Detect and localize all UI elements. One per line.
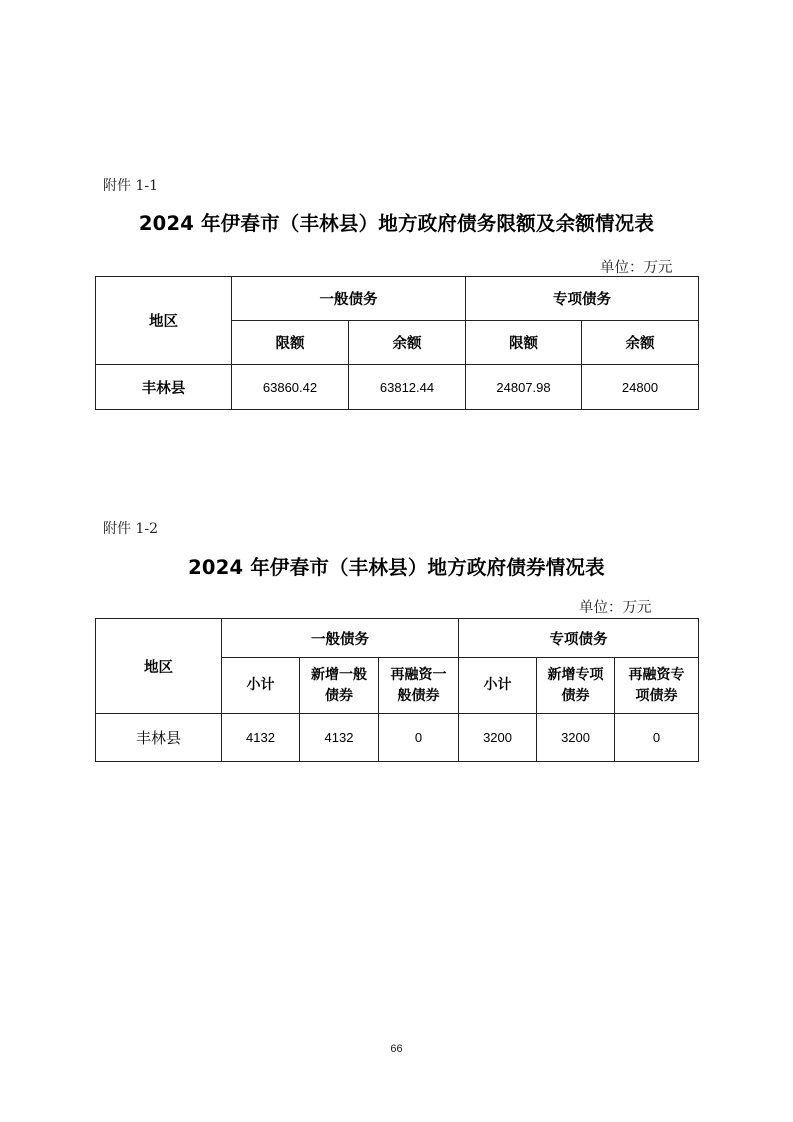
cell-general-limit: 63860.42 [232, 365, 349, 410]
header-refi-general-line1: 再融资一 [390, 666, 447, 683]
header-new-general-bond [300, 658, 379, 714]
header-refi-general-bond [379, 658, 459, 714]
header-general-balance: 余额 [349, 321, 466, 365]
cell-region: 丰林县 [96, 365, 232, 410]
cell-special-subtotal: 3200 [459, 714, 537, 762]
cell-refi-special: 0 [615, 714, 699, 762]
page-number: 66 [390, 1043, 403, 1055]
cell-general-subtotal: 4132 [222, 714, 300, 762]
header-refi-special-bond [615, 658, 699, 714]
header-refi-special-line1: 再融资专 [628, 666, 685, 683]
header-general-debt: 一般债务 [232, 277, 466, 321]
header-refi-special-line2: 项债券 [635, 687, 678, 704]
header-region: 地区 [96, 619, 222, 714]
attachment-label-1: 附件 1-1 [103, 178, 158, 194]
header-new-general-line1: 新增一般 [311, 666, 367, 683]
header-refi-general-line2: 般债券 [397, 687, 440, 704]
header-special-limit: 限额 [466, 321, 582, 365]
cell-general-balance: 63812.44 [349, 365, 466, 410]
header-general-subtotal: 小计 [222, 658, 300, 714]
table-row [96, 714, 699, 762]
header-special-debt: 专项债务 [459, 619, 699, 658]
attachment-label-2: 附件 1-2 [103, 521, 158, 537]
header-general-debt: 一般债务 [222, 619, 459, 658]
header-new-special-line1: 新增专项 [547, 666, 604, 683]
cell-refi-general: 0 [379, 714, 459, 762]
header-special-subtotal: 小计 [459, 658, 537, 714]
cell-special-limit: 24807.98 [466, 365, 582, 410]
unit-label-2: 单位：万元 [579, 600, 652, 616]
header-region: 地区 [96, 277, 232, 365]
header-special-balance: 余额 [582, 321, 699, 365]
table-title-2: 2024 年伊春市（丰林县）地方政府债券情况表 [188, 556, 605, 579]
unit-label-1: 单位：万元 [600, 260, 673, 276]
table-row [96, 365, 699, 410]
header-new-general-line2: 债券 [325, 687, 353, 704]
cell-region: 丰林县 [96, 714, 222, 762]
cell-special-balance: 24800 [582, 365, 699, 410]
table-title-1: 2024 年伊春市（丰林县）地方政府债务限额及余额情况表 [138, 212, 655, 235]
header-general-limit: 限额 [232, 321, 349, 365]
header-special-debt: 专项债务 [466, 277, 699, 321]
bond-issuance-table [95, 618, 699, 762]
debt-limit-balance-table [95, 276, 699, 410]
cell-new-special: 3200 [537, 714, 615, 762]
header-new-special-line2: 债券 [561, 687, 590, 704]
header-new-special-bond [537, 658, 615, 714]
cell-new-general: 4132 [300, 714, 379, 762]
